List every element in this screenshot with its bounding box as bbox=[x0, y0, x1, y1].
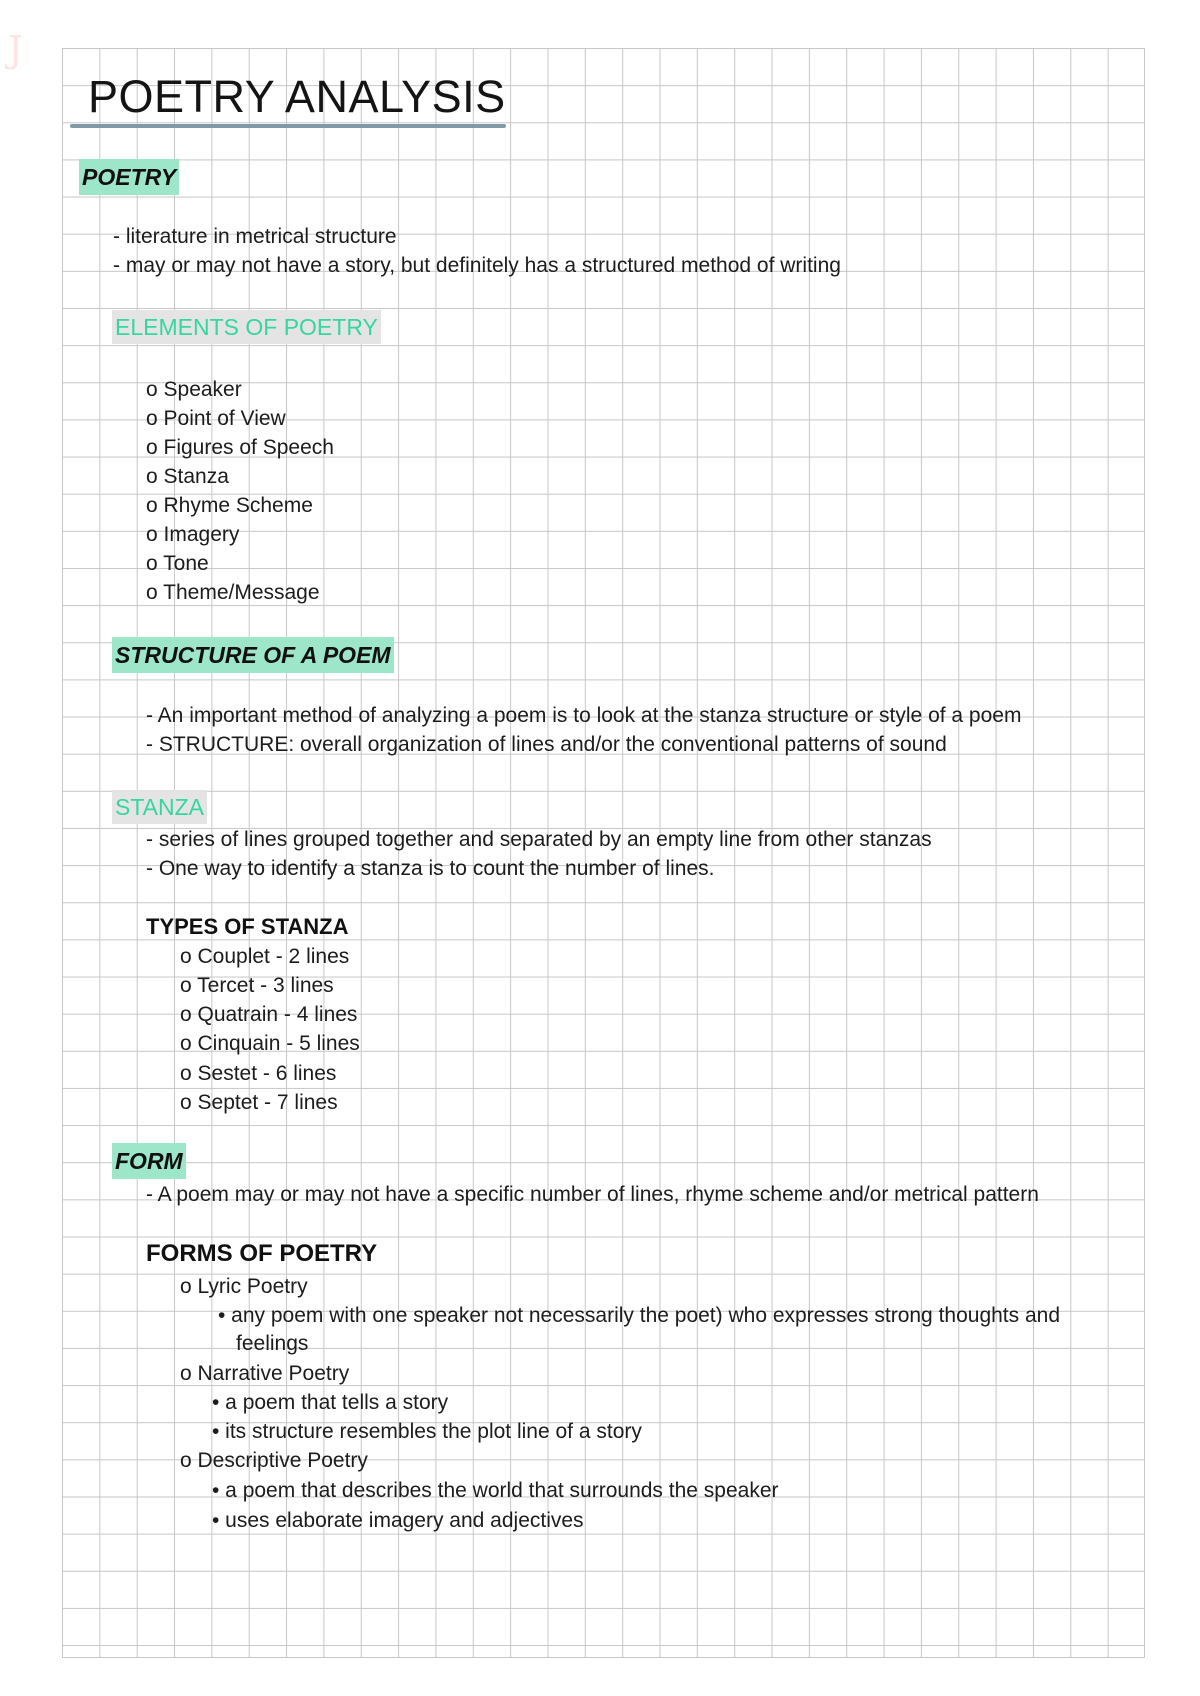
poetry-line-2: - may or may not have a story, but definitely has a structured method of writing bbox=[113, 254, 841, 277]
stanza-line-2: - One way to identify a stanza is to count the number of lines. bbox=[146, 857, 715, 880]
lyric-bullet-1-continued: feelings bbox=[236, 1332, 309, 1355]
descriptive-bullet-1: • a poem that describes the world that surrounds the speaker bbox=[212, 1479, 779, 1502]
types-of-stanza-heading: TYPES OF STANZA bbox=[146, 914, 349, 939]
elements-item: o Stanza bbox=[146, 465, 229, 488]
corner-watermark: J bbox=[8, 30, 23, 71]
stanza-type-item: o Sestet - 6 lines bbox=[180, 1062, 337, 1085]
stanza-type-item: o Tercet - 3 lines bbox=[180, 974, 334, 997]
structure-line-1: - An important method of analyzing a poem is to look at the stanza structure or style of a poem bbox=[146, 704, 1022, 727]
stanza-type-item: o Cinquain - 5 lines bbox=[180, 1032, 360, 1055]
lyric-bullet-1: • any poem with one speaker not necessarily the poet) who expresses strong thoughts and bbox=[218, 1304, 1061, 1327]
page-title: POETRY ANALYSIS bbox=[88, 71, 506, 122]
lyric-poetry-label: o Lyric Poetry bbox=[180, 1275, 308, 1298]
grid-paper-background bbox=[62, 48, 1145, 1658]
structure-heading: STRUCTURE OF A POEM bbox=[112, 637, 394, 673]
stanza-line-1: - series of lines grouped together and separated by an empty line from other stanzas bbox=[146, 828, 932, 851]
descriptive-bullet-2: • uses elaborate imagery and adjectives bbox=[212, 1509, 584, 1532]
narrative-poetry-label: o Narrative Poetry bbox=[180, 1362, 350, 1385]
forms-of-poetry-heading: FORMS OF POETRY bbox=[146, 1240, 378, 1267]
elements-heading: ELEMENTS OF POETRY bbox=[112, 310, 381, 344]
elements-item: o Tone bbox=[146, 552, 209, 575]
poetry-line-1: - literature in metrical structure bbox=[113, 225, 397, 248]
stanza-heading: STANZA bbox=[112, 790, 207, 824]
stanza-type-item: o Couplet - 2 lines bbox=[180, 945, 350, 968]
elements-item: o Rhyme Scheme bbox=[146, 494, 313, 517]
elements-item: o Speaker bbox=[146, 378, 242, 401]
stanza-type-item: o Quatrain - 4 lines bbox=[180, 1003, 358, 1026]
elements-item: o Theme/Message bbox=[146, 581, 320, 604]
elements-item: o Figures of Speech bbox=[146, 436, 334, 459]
narrative-bullet-2: • its structure resembles the plot line of a story bbox=[212, 1420, 642, 1443]
descriptive-poetry-label: o Descriptive Poetry bbox=[180, 1449, 368, 1472]
structure-line-2: - STRUCTURE: overall organization of lines and/or the conventional patterns of sound bbox=[146, 733, 947, 756]
stanza-type-item: o Septet - 7 lines bbox=[180, 1091, 338, 1114]
elements-item: o Imagery bbox=[146, 523, 240, 546]
form-heading: FORM bbox=[112, 1143, 186, 1179]
form-line: - A poem may or may not have a specific number of lines, rhyme scheme and/or metrical pattern bbox=[146, 1183, 1039, 1206]
title-underline bbox=[70, 124, 506, 128]
elements-item: o Point of View bbox=[146, 407, 286, 430]
narrative-bullet-1: • a poem that tells a story bbox=[212, 1391, 449, 1414]
poetry-heading: POETRY bbox=[79, 159, 179, 195]
